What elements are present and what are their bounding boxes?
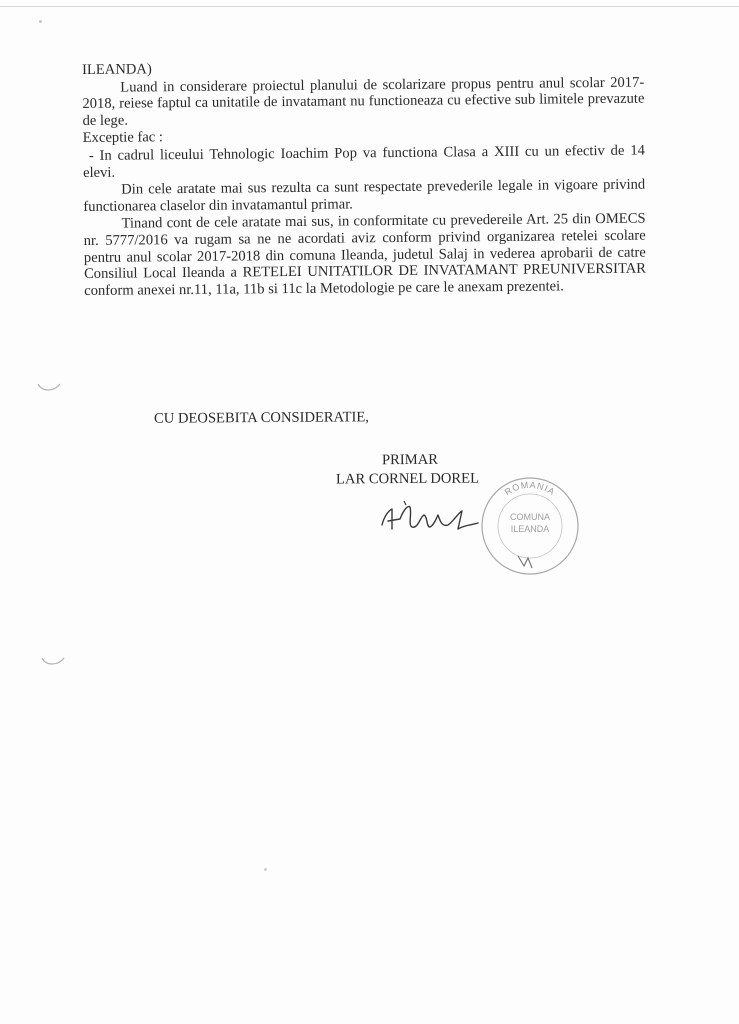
stamp-middle-text: COMUNA [510, 512, 550, 522]
scan-speck [264, 868, 267, 871]
stamp-top-text: ROMANIA [502, 479, 558, 498]
paragraph-request: Tinand cont de cele aratate mai sus, in conformitate cu prevedereile Art. 25 din OMECS nr. 5777/2016 va rugam sa ne ne acordati aviz conform privind organizarea retelei scolare pentru anul scolar 2017-2018 din comuna Ileanda, judetul Salaj in vederea aprobarii de catre Consiliul Local Ileanda a RETELEI UNITATILOR DE INVATAMANT PREUNIVERSITAR conform anexei nr.11, 11a, 11b si 11c la Metodologie pe care le anexam prezentei. [83, 210, 647, 299]
signatory-title: PRIMAR [381, 451, 439, 469]
signature-dot [404, 501, 406, 505]
official-stamp [478, 474, 582, 578]
paragraph-compliance: Din cele aratate mai sus rezulta ca sunt respectate prevederile legale in vigoare privind functionarea claselor din invatamantul primar. [83, 176, 646, 215]
letter-body [82, 57, 646, 301]
paragraph-planning: Luand in considerare proiectul planului de scolarizare propus pentru anul scolar 2017-2018, reiese faptul ca unitatile de invatamant nu functioneaza cu efective sub limitele prevazute de lege. [82, 74, 645, 129]
paragraph-heading-fragment: ILEANDA) [82, 61, 152, 78]
signature-stroke [382, 507, 478, 530]
closing-salutation: CU DEOSEBITA CONSIDERATIE, [153, 409, 369, 427]
paragraph-exception-item: - In cadrul liceului Tehnologic Ioachim Pop va functiona Clasa a XIII cu un efectiv de 14 elevi. [82, 142, 645, 181]
scan-speck [39, 20, 42, 23]
scan-edge-line [0, 6, 739, 7]
handwritten-signature [378, 495, 488, 545]
stamp-bottom-text: ILEANDA [510, 524, 550, 534]
signatory-name: LAR CORNEL DOREL [335, 470, 480, 488]
punch-hole-mark [40, 652, 66, 668]
paragraph-exception-label: Exceptie fac : [82, 129, 164, 147]
punch-hole-mark [36, 378, 62, 394]
